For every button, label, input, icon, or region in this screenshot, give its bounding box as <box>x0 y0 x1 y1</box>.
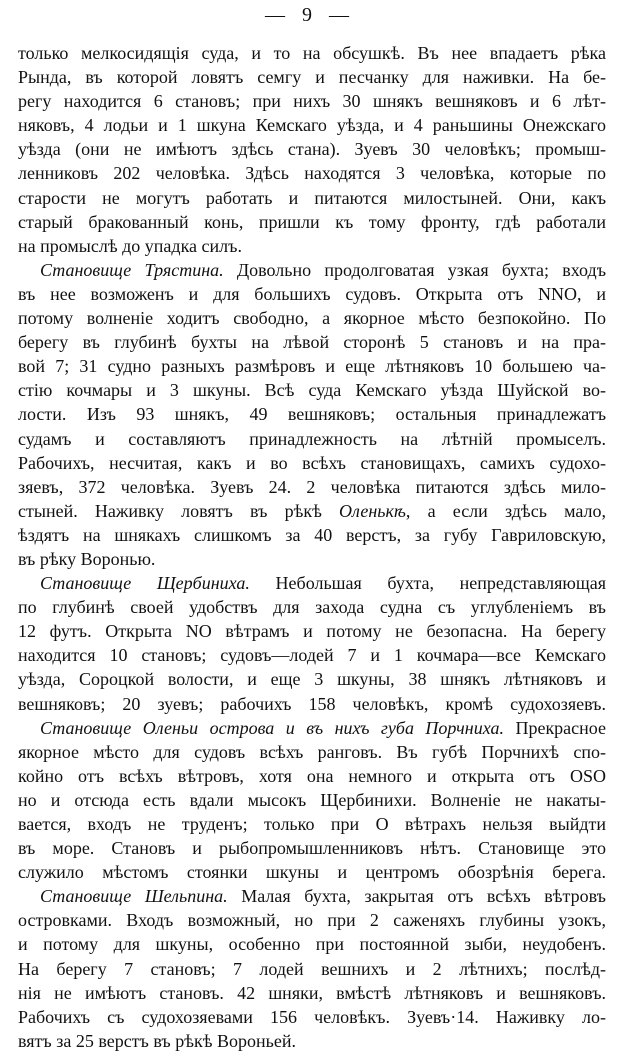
line-text: койно отъ всѣхъ вѣтровъ, хотя она немного и открыта отъ OSO <box>18 765 606 786</box>
line-text: На берегу 7 становъ; 7 лодей вешнихъ и 2 лѣтнихъ; послѣд- <box>18 958 606 979</box>
line-text: Рында, въ которой ловятъ семгу и песчанку для наживки. На бе- <box>18 67 606 88</box>
line-text: Рабочихъ съ судохозяевами 156 человѣкъ. Зуевъ·14. Наживку ло- <box>18 1006 606 1027</box>
text-line <box>18 595 606 619</box>
line-text: стію кочмары и 3 шкуны. Всѣ суда Кемскаго уѣзда Шуйской во- <box>18 380 606 401</box>
paragraph <box>18 716 606 885</box>
text-line <box>18 836 606 860</box>
text-line <box>18 1005 606 1029</box>
line-text: вятъ за 25 верстъ въ рѣкѣ Вороньей. <box>18 1030 296 1051</box>
text-line <box>18 547 606 571</box>
text-line <box>18 475 606 499</box>
paragraph <box>18 258 606 571</box>
text-line <box>18 499 606 523</box>
line-text: на промыслѣ до упадка силъ. <box>18 235 242 256</box>
text-line <box>18 186 606 210</box>
line-text: уѣзда (они не имѣютъ здѣсь стана). Зуевъ 30 человѣкъ; промыш- <box>18 139 606 160</box>
line-text: островками. Входъ возможный, но при 2 саженяхъ глубины узокъ, <box>18 910 606 931</box>
section-heading: Становище Щербиниха. <box>40 573 250 594</box>
line-text: служило мѣстомъ стоянки шкуны и центромъ обозрѣнія берега. <box>18 862 606 883</box>
text-line <box>18 523 606 547</box>
line-text: няковъ, 4 лодьи и 1 шкуна Кемскаго уѣзда, и 4 раньшины Онежскаго <box>18 115 606 136</box>
text-line <box>18 692 606 716</box>
line-text: старости не могутъ работать и питаются милостыней. Они, какъ <box>18 187 606 208</box>
line-text: регу находится 6 становъ; при нихъ 30 шнякъ вешняковъ и 6 лѣт- <box>18 91 606 112</box>
line-text: и потому для шкуны, особенно при постоянной зыби, неудобенъ. <box>18 934 606 955</box>
text-line <box>18 330 606 354</box>
line-text: якорное мѣсто для судовъ всѣхъ ранговъ. Въ губѣ Порчнихѣ спо- <box>18 741 606 762</box>
text-line <box>18 716 606 740</box>
section-heading: Становище Трястина. <box>40 259 224 280</box>
line-text: судамъ и составляютъ принадлежность на лѣтній промыселъ. <box>18 428 606 449</box>
line-text: старый бракованный конь, пришли къ тому фронту, гдѣ работали <box>18 211 606 232</box>
text-line <box>18 427 606 451</box>
text-line <box>18 402 606 426</box>
text-line <box>18 65 606 89</box>
river-name: Оленькѣ <box>339 500 406 521</box>
text-line <box>18 234 606 258</box>
paragraph <box>18 571 606 716</box>
text-line <box>18 306 606 330</box>
text-line <box>18 764 606 788</box>
line-text: потому волненіе ходитъ свободно, а якорное мѣсто безпокойно. По <box>18 308 606 329</box>
line-text: уѣзда, Сороцкой волости, и еще 3 шкуны, 38 шнякъ лѣтняковъ и <box>18 669 606 690</box>
line-text: по глубинѣ своей удобствъ для захода судна съ углубленіемъ въ <box>18 597 606 618</box>
text-line <box>18 667 606 691</box>
line-text: нія не имѣютъ становъ. 42 шняки, вмѣстѣ лѣтняковъ и вешняковъ. <box>18 982 606 1003</box>
line-text: въ море. Становъ и рыбопромышленниковъ нѣтъ. Становище это <box>18 838 606 859</box>
line-text: Довольно продолговатая узкая бухта; входъ <box>236 259 606 280</box>
paragraph <box>18 884 606 1053</box>
line-text: вается, входъ не труденъ; только при O вѣтрахъ нельзя выйдти <box>18 814 606 834</box>
text-line <box>18 788 606 812</box>
text-line <box>18 161 606 185</box>
text-line <box>18 137 606 161</box>
line-text: Малая бухта, закрытая отъ всѣхъ вѣтровъ <box>241 886 606 907</box>
line-text: въ нее возможенъ и для большихъ судовъ. Открыта отъ NNO, и <box>18 283 606 304</box>
text-line <box>18 451 606 475</box>
line-text: , а если здѣсь мало, <box>405 500 606 521</box>
line-text: стыней. Наживку ловятъ въ рѣкѣ <box>18 500 340 521</box>
line-text: находится 10 становъ; судовъ—лодей 7 и 1 кочмара—все Кемскаго <box>18 645 606 666</box>
line-text: вешняковъ; 20 зуевъ; рабочихъ 158 человѣкъ, кромѣ судохозяевъ. <box>18 693 606 714</box>
text-line <box>18 89 606 113</box>
text-line <box>18 643 606 667</box>
line-text: Небольшая бухта, непредставляющая <box>275 573 606 594</box>
text-line <box>18 41 606 65</box>
text-line <box>18 571 606 595</box>
text-line <box>18 258 606 282</box>
text-line <box>18 884 606 908</box>
text-line <box>18 354 606 378</box>
line-text: Прекрасное <box>515 717 607 738</box>
line-text: ленниковъ 202 человѣка. Здѣсь находятся 3 человѣка, которые по <box>18 163 606 184</box>
text-line <box>18 908 606 932</box>
line-text: 12 футъ. Открыта NO вѣтрамъ и потому не безопасна. На берегу <box>18 621 606 642</box>
text-line <box>18 1029 606 1053</box>
line-text: но и отсюда есть вдали мысокъ Щербинихи. Волненіе не накаты- <box>18 789 606 810</box>
text-line <box>18 113 606 137</box>
text-line <box>18 860 606 884</box>
text-line <box>18 619 606 643</box>
line-text: Рабочихъ, несчитая, какъ и во всѣхъ становищахъ, самихъ судохо- <box>18 452 606 473</box>
text-line <box>18 282 606 306</box>
line-text: берегу въ глубинѣ бухты на лѣвой сторонѣ 5 становъ и на пра- <box>18 332 606 353</box>
line-text: въ рѣку Воронью. <box>18 548 156 569</box>
line-text: вой 7; 31 судно разныхъ размѣровъ и еще лѣтняковъ 10 большею ча- <box>18 356 606 377</box>
text-line <box>18 210 606 234</box>
text-line <box>18 981 606 1005</box>
text-line <box>18 932 606 956</box>
paragraph <box>18 41 606 258</box>
section-heading: Становище Шельпина. <box>40 886 228 907</box>
line-text: лости. Изъ 93 шнякъ, 49 вешняковъ; остальныя принадлежатъ <box>18 404 606 425</box>
text-line <box>18 957 606 981</box>
text-line <box>18 812 606 836</box>
text-line <box>18 740 606 764</box>
line-text: зяевъ, 372 человѣка. Зуевъ 24. 2 человѣка питаются здѣсь мило- <box>18 476 606 497</box>
line-text: ѣздятъ на шнякахъ слишкомъ за 40 верстъ, за губу Гавриловскую, <box>18 524 606 545</box>
line-text: только мелкосидящія суда, и то на обсушкѣ. Въ нее впадаетъ рѣка <box>18 43 606 63</box>
body-text <box>18 41 606 1053</box>
page-number: — 9 — <box>265 4 355 26</box>
text-line <box>18 378 606 402</box>
section-heading: Становище Оленьи острова и въ нихъ губа Порчниха. <box>40 717 504 738</box>
